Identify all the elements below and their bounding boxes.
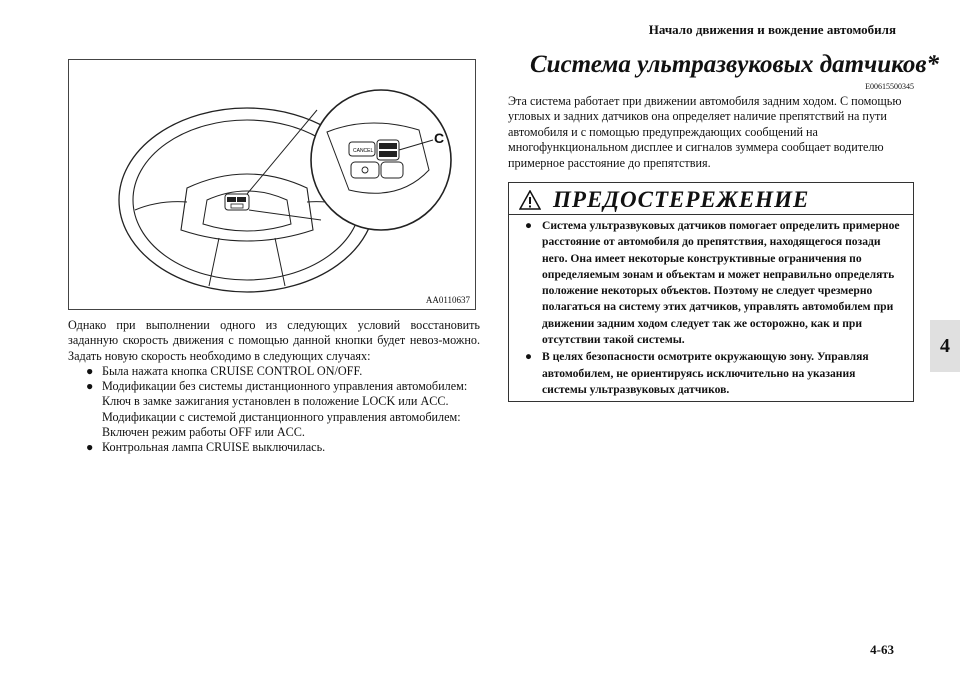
- bullet-icon: ●: [525, 219, 533, 232]
- warning-list: [525, 218, 903, 399]
- left-column: [68, 318, 480, 456]
- warning-heading: ПРЕДОСТЕРЕЖЕНИЕ: [519, 187, 809, 213]
- list-subtext: Ключ в замке зажигания установлен в положение LOCK или ACC.: [102, 394, 449, 409]
- running-header: Начало движения и вождение автомобиля: [648, 22, 896, 37]
- steering-wheel-illustration: [69, 60, 475, 309]
- list-subtext: Включен режим работы OFF или ACC.: [102, 425, 305, 440]
- list-subtext: Модификации с системой дистанционного управления автомобилем:: [102, 409, 461, 424]
- bullet-icon: ●: [86, 363, 94, 378]
- chapter-tab: 4: [930, 320, 960, 372]
- bullet-icon: ●: [525, 350, 533, 364]
- list-item: ● Была нажата кнопка CRUISE CONTROL ON/OFF.: [86, 363, 363, 378]
- bullet-icon: ●: [86, 379, 94, 394]
- cancel-button-label: CANCEL: [353, 148, 374, 154]
- page-number: 4-63: [870, 642, 894, 657]
- list-item: ● Модификации без системы дистанционного управления автомобилем:: [86, 379, 468, 394]
- warning-triangle-icon: [519, 190, 541, 210]
- figure-callout-c: C: [434, 130, 445, 146]
- section-title: Система ультразвуковых датчиков*: [530, 51, 940, 78]
- steering-wheel-figure: [68, 59, 476, 310]
- list-item: ● Система ультразвуковых датчиков помогает определить примерное расстояние от автомобиля до препятствия, находящегося позади него. Она имеет некоторые конструктивные ограничения по определяемым зонам и объектам и может неправильно определять положение некоторых объектов. Поэтому не следует чрезмерно полагаться на систему этих датчиков, управлять автомобилем при движении задним ходом следует так же осторожно, как и при отсутствии такой системы.: [525, 219, 900, 347]
- left-intro: Однако при выполнении одного из следующих условий восстановить заданную скорость движения с помощью данной кнопки будет невоз-можно. Задать новую скорость необходимо в следующих случаях:: [68, 318, 480, 363]
- warning-divider: [509, 214, 913, 215]
- list-item: ● Контрольная лампа CRUISE выключилась.: [86, 440, 326, 455]
- warning-box: [508, 182, 914, 402]
- section-code: E00615500345: [865, 82, 914, 91]
- left-bullet-list: [68, 364, 480, 395]
- figure-code: AA0110637: [425, 295, 470, 305]
- list-item: ● В целях безопасности осмотрите окружающую зону. Управляя автомобилем, не ориентируясь исключительно на указания системы ультразвуковых датчиков.: [525, 350, 869, 396]
- section-paragraph: Эта система работает при движении автомобиля задним ходом. С помощью угловых и задних датчиков она определяет наличие препятствий на пути автомобиля и с помощью предупреждающих сообщений на многофункциональном дисплее и сигналов зуммера сообщает водителю примерное расстояние до препятствия.: [508, 94, 902, 170]
- bullet-icon: ●: [86, 440, 94, 455]
- left-bullet-list-2: [68, 440, 480, 455]
